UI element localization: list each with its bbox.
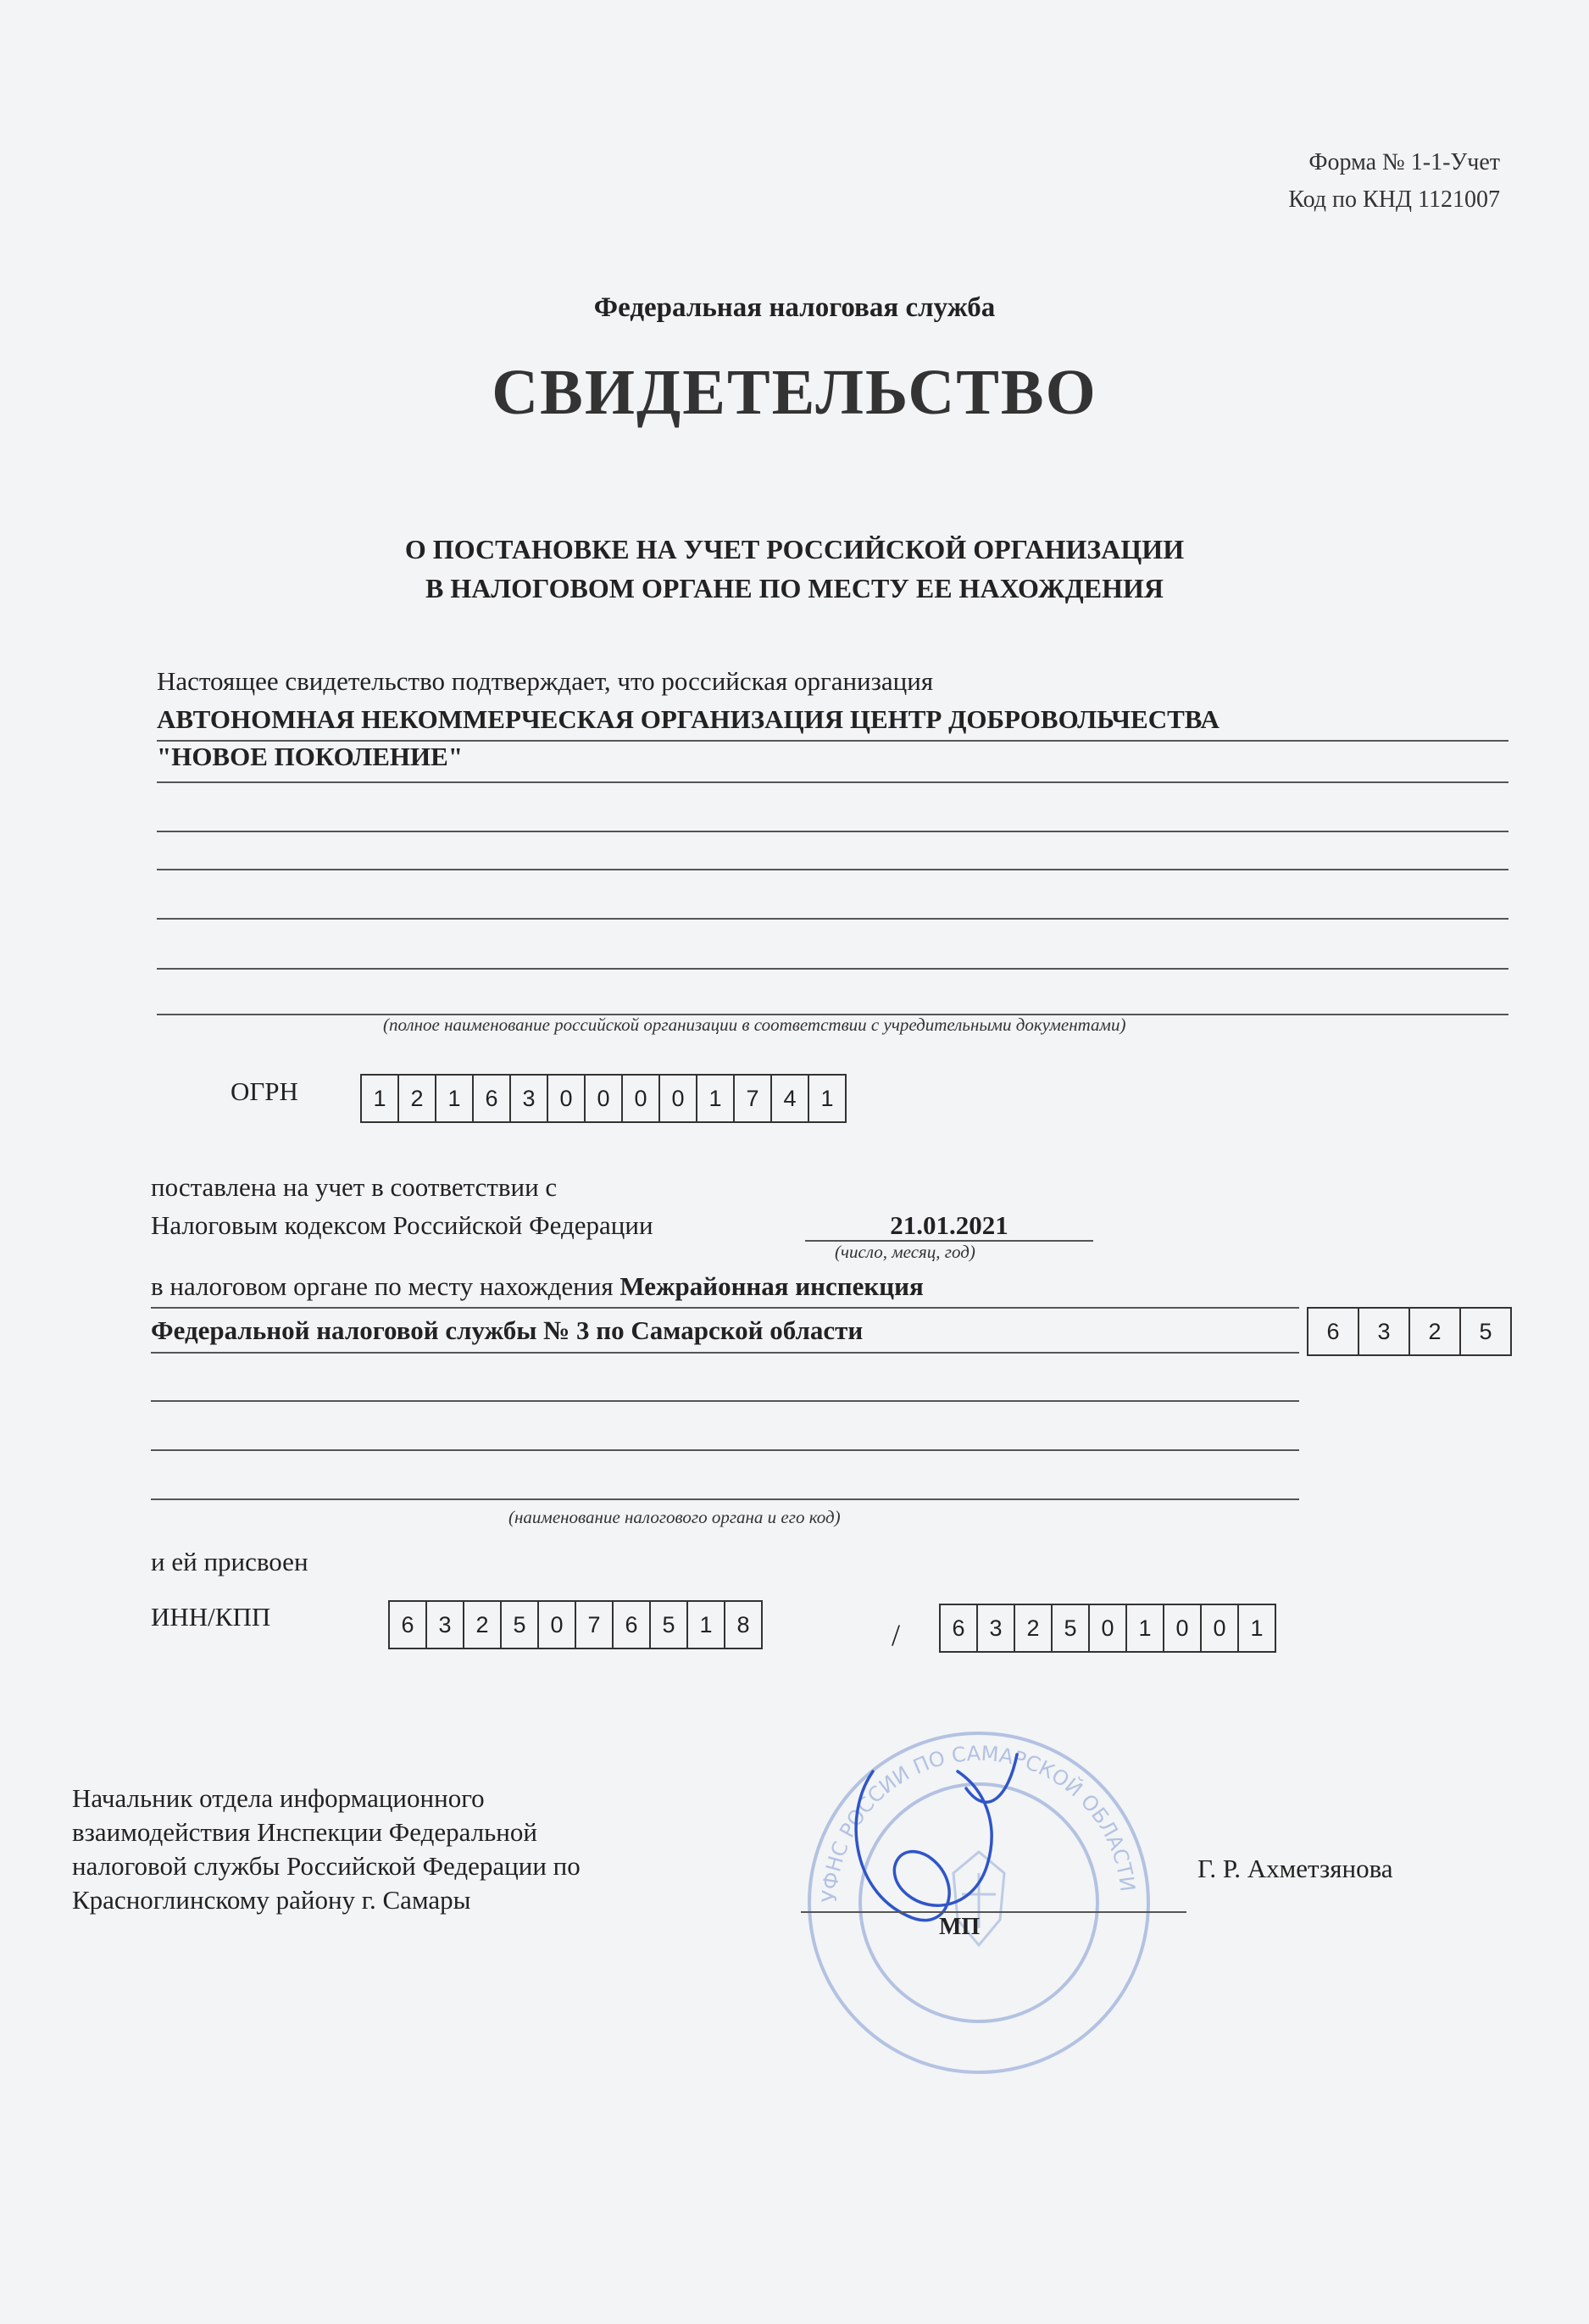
digit-cell: 2 xyxy=(1410,1309,1461,1354)
tax-authority-name-part-2: Федеральной налоговой службы № 3 по Самарской области xyxy=(151,1315,864,1345)
digit-cell: 5 xyxy=(651,1602,688,1648)
digit-cell: 6 xyxy=(1308,1309,1359,1354)
inn-digits xyxy=(388,1600,763,1649)
digit-cell: 0 xyxy=(1090,1605,1127,1651)
registration-date: 21.01.2021 xyxy=(890,1210,1008,1240)
digit-cell: 4 xyxy=(772,1076,809,1121)
stamp-text-path: УФНС РОССИИ ПО САМАРСКОЙ ОБЛАСТИ xyxy=(817,1741,1140,1904)
digit-cell: 6 xyxy=(474,1076,511,1121)
digit-cell: 3 xyxy=(427,1602,464,1648)
digit-cell: 2 xyxy=(464,1602,502,1648)
digit-cell: 7 xyxy=(576,1602,614,1648)
org-rule-3 xyxy=(157,831,1508,832)
digit-cell: 0 xyxy=(660,1076,697,1121)
digit-cell: 6 xyxy=(614,1602,651,1648)
signatory-position xyxy=(72,1782,581,1917)
intro-text: Настоящее свидетельство подтверждает, что российская организация xyxy=(157,666,934,696)
inn-kpp-separator: / xyxy=(892,1618,901,1652)
tax-rule-1 xyxy=(151,1307,1299,1309)
subtitle-line-2: В НАЛОГОВОМ ОРГАНЕ ПО МЕСТУ ЕЕ НАХОЖДЕНИЯ xyxy=(425,573,1164,603)
organization-name-line-1: АВТОНОМНАЯ НЕКОММЕРЧЕСКАЯ ОРГАНИЗАЦИЯ ЦЕНТР ДОБРОВОЛЬЧЕСТВА xyxy=(157,704,1220,734)
tax-authority-prefix xyxy=(151,1271,924,1302)
digit-cell: 6 xyxy=(390,1602,427,1648)
tax-authority-code-digits xyxy=(1307,1307,1512,1356)
tax-authority-prefix-text: в налоговом органе по месту нахождения xyxy=(151,1271,614,1301)
digit-cell: 1 xyxy=(436,1076,474,1121)
digit-cell: 0 xyxy=(1164,1605,1202,1651)
digit-cell: 5 xyxy=(1053,1605,1090,1651)
digit-cell: 3 xyxy=(978,1605,1015,1651)
digit-cell: 1 xyxy=(362,1076,399,1121)
digit-cell: 1 xyxy=(688,1602,725,1648)
digit-cell: 3 xyxy=(1359,1309,1410,1354)
digit-cell: 1 xyxy=(1127,1605,1164,1651)
digit-cell: 0 xyxy=(623,1076,660,1121)
ogrn-label: ОГРН xyxy=(231,1076,298,1106)
digit-cell: 1 xyxy=(697,1076,735,1121)
subtitle-line-1: О ПОСТАНОВКЕ НА УЧЕТ РОССИЙСКОЙ ОРГАНИЗАЦИИ xyxy=(404,534,1185,564)
form-number: Форма № 1-1-Учет xyxy=(1308,149,1500,175)
signature-line xyxy=(801,1911,1186,1913)
digit-cell: 2 xyxy=(1015,1605,1053,1651)
digit-cell: 7 xyxy=(735,1076,772,1121)
signatory-position-line-3: налоговой службы Российской Федерации по xyxy=(72,1851,581,1881)
ogrn-digits xyxy=(360,1074,847,1123)
org-rule-4 xyxy=(157,869,1508,870)
signatory-position-line-4: Красноглинскому району г. Самары xyxy=(72,1885,471,1915)
tax-rule-3 xyxy=(151,1400,1299,1402)
digit-cell: 0 xyxy=(586,1076,623,1121)
organization-name-line-2: "НОВОЕ ПОКОЛЕНИЕ" xyxy=(157,742,464,771)
tax-rule-4 xyxy=(151,1449,1299,1451)
digit-cell: 1 xyxy=(820,1086,834,1111)
knd-code: Код по КНД 1121007 xyxy=(1288,186,1500,213)
assigned-text: и ей присвоен xyxy=(151,1547,308,1576)
digit-cell: 5 xyxy=(1479,1319,1492,1344)
document-subtitle xyxy=(0,530,1589,608)
signature-icon xyxy=(839,1737,1034,1941)
digit-cell: 0 xyxy=(1202,1605,1239,1651)
org-rule-2 xyxy=(157,781,1508,783)
registration-line-2: Налоговым кодексом Российской Федерации xyxy=(151,1210,653,1240)
seal-mark: МП xyxy=(939,1914,981,1940)
digit-cell: 3 xyxy=(511,1076,548,1121)
inn-kpp-label: ИНН/КПП xyxy=(151,1602,271,1632)
tax-authority-name-part-1: Межрайонная инспекция xyxy=(619,1271,924,1301)
signatory-position-line-1: Начальник отдела информационного xyxy=(72,1783,485,1813)
form-code-block xyxy=(1288,144,1500,219)
tax-rule-5 xyxy=(151,1498,1299,1500)
kpp-digits xyxy=(939,1604,1276,1653)
digit-cell: 5 xyxy=(502,1602,539,1648)
digit-cell: 6 xyxy=(941,1605,978,1651)
document-title: СВИДЕТЕЛЬСТВО xyxy=(492,357,1097,428)
digit-cell: 0 xyxy=(539,1602,576,1648)
date-caption: (число, месяц, год) xyxy=(835,1242,975,1262)
digit-cell: 0 xyxy=(548,1076,586,1121)
tax-authority-caption: (наименование налогового органа и его код) xyxy=(508,1507,841,1527)
organization-caption: (полное наименование российской организации в соответствии с учредительными документами) xyxy=(383,1015,1126,1035)
digit-cell: 8 xyxy=(736,1612,750,1637)
tax-rule-2 xyxy=(151,1352,1299,1354)
registration-line-1: поставлена на учет в соответствии с xyxy=(151,1172,558,1202)
signatory-name: Г. Р. Ахметзянова xyxy=(1197,1854,1393,1883)
org-rule-6 xyxy=(157,968,1508,970)
signatory-position-line-2: взаимодействия Инспекции Федеральной xyxy=(72,1817,537,1847)
digit-cell: 1 xyxy=(1250,1615,1264,1641)
agency-name: Федеральная налоговая служба xyxy=(593,292,996,323)
digit-cell: 2 xyxy=(399,1076,436,1121)
org-rule-5 xyxy=(157,918,1508,920)
